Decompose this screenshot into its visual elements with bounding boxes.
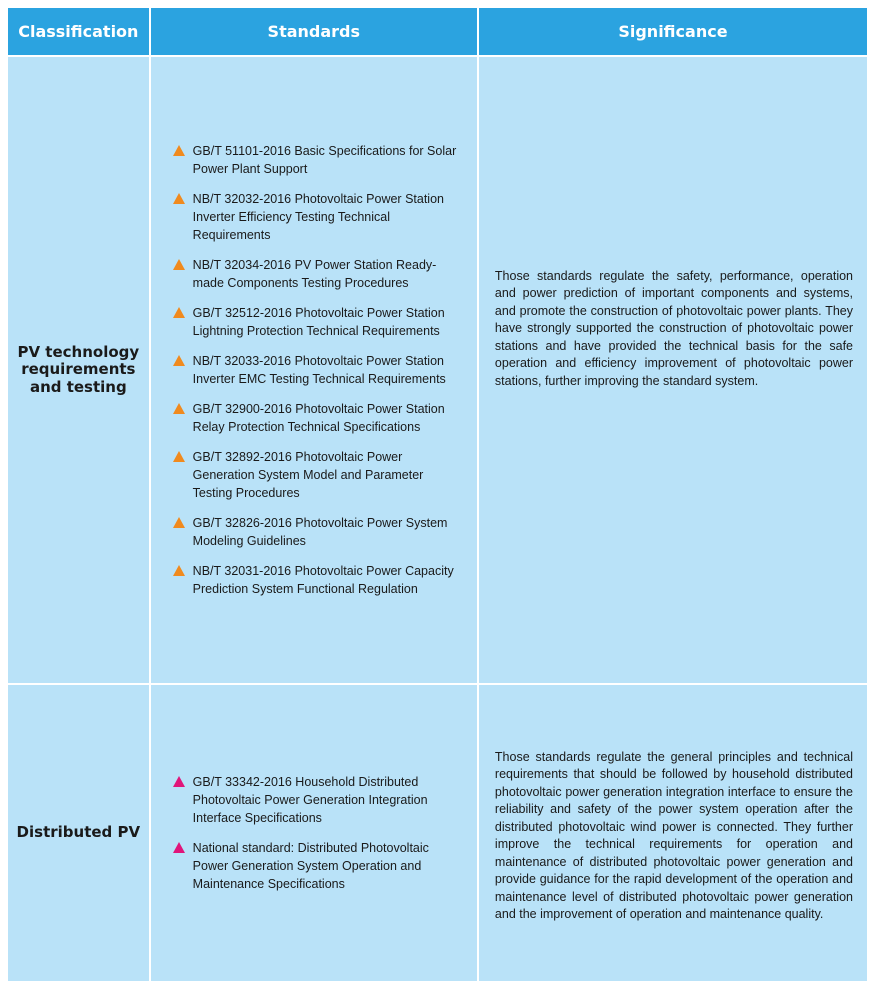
standard-text: National standard: Distributed Photovoltaic Power Generation System Operation and Maintenance Specifications [192,841,429,891]
table-row [8,685,867,981]
header-classification: Classification [8,8,149,55]
triangle-bullet-icon [173,307,185,318]
list-item [173,142,463,178]
standard-text: NB/T 32032-2016 Photovoltaic Power Station Inverter Efficiency Testing Technical Requirements [192,192,444,242]
triangle-bullet-icon [173,193,185,204]
header-standards: Standards [151,8,477,55]
significance-cell [479,685,867,981]
triangle-bullet-icon [173,842,185,853]
standard-text: GB/T 32512-2016 Photovoltaic Power Station Lightning Protection Technical Requirements [192,306,445,338]
significance-text: Those standards regulate the general principles and technical requirements that should be followed by household distributed photovoltaic power generation integration interface to ensure the reliability and safety of the power system operation after the distributed photovoltaic wind power is connected. They further improve the technical requirements for operation and maintenance of distributed photovoltaic power generation and provide guidance for the rapid development of the operation and maintenance level of distributed photovoltaic power generation and the improvement of operation and maintenance quality. [494,749,853,921]
list-item [173,256,463,292]
triangle-bullet-icon [173,355,185,366]
standard-text: GB/T 51101-2016 Basic Specifications for Solar Power Plant Support [192,144,457,176]
list-item [173,773,463,827]
triangle-bullet-icon [173,776,185,787]
significance-cell [479,57,867,683]
standards-cell [151,57,477,683]
list-item [173,304,463,340]
triangle-bullet-icon [173,403,185,414]
list-item [173,514,463,550]
list-item [173,839,463,893]
standard-text: GB/T 32892-2016 Photovoltaic Power Generation System Model and Parameter Testing Procedures [192,450,424,500]
list-item [173,400,463,436]
standard-text: GB/T 32826-2016 Photovoltaic Power System Modeling Guidelines [192,516,448,548]
header-significance: Significance [479,8,867,55]
triangle-bullet-icon [173,565,185,576]
table-header-row [8,8,867,55]
significance-text: Those standards regulate the safety, performance, operation and power prediction of important components and systems, and promote the construction of photovoltaic power plants. They have strongly supported the construction of photovoltaic power stations and have provided the technical basis for the safe operation and efficiency improvement of photovoltaic power stations, further improving the standard system. [494,268,853,388]
standard-text: NB/T 32033-2016 Photovoltaic Power Station Inverter EMC Testing Technical Requirements [192,354,446,386]
list-item [173,190,463,244]
list-item [173,448,463,502]
table-row [8,57,867,683]
triangle-bullet-icon [173,259,185,270]
standard-text: GB/T 32900-2016 Photovoltaic Power Station Relay Protection Technical Specifications [192,402,445,434]
standard-text: NB/T 32031-2016 Photovoltaic Power Capacity Prediction System Functional Regulation [192,564,454,596]
standards-table [8,8,867,981]
standards-cell [151,685,477,981]
standard-text: GB/T 33342-2016 Household Distributed Photovoltaic Power Generation Integration Interface Specifications [192,775,428,825]
classification-cell: Distributed PV [8,685,149,981]
classification-cell: PV technology requirements and testing [8,57,149,683]
triangle-bullet-icon [173,517,185,528]
triangle-bullet-icon [173,145,185,156]
list-item [173,562,463,598]
triangle-bullet-icon [173,451,185,462]
standard-text: NB/T 32034-2016 PV Power Station Ready-made Components Testing Procedures [192,258,437,290]
list-item [173,352,463,388]
